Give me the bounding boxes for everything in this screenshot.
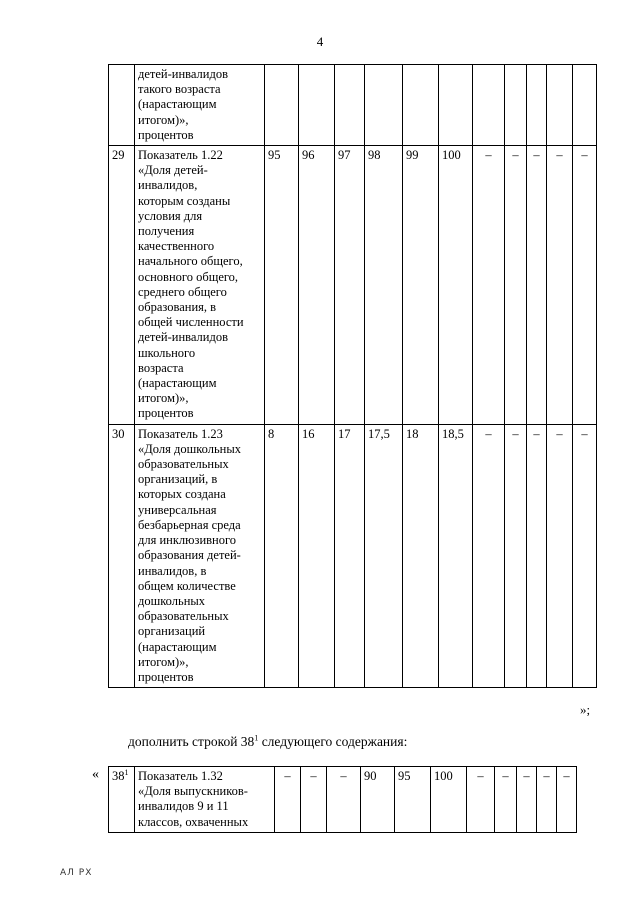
value-cell: – xyxy=(547,146,573,425)
row-number xyxy=(109,767,135,833)
value-cell xyxy=(365,65,403,146)
table-row xyxy=(109,146,597,425)
row-number-text: 38 xyxy=(112,769,125,783)
value-cell xyxy=(265,65,299,146)
value-cell: – xyxy=(473,146,505,425)
value-cell: 98 xyxy=(365,146,403,425)
value-cell: – xyxy=(527,146,547,425)
value-cell: – xyxy=(557,767,577,833)
value-cell: – xyxy=(505,424,527,687)
value-cell: – xyxy=(517,767,537,833)
table-row xyxy=(109,424,597,687)
value-cell: – xyxy=(573,424,597,687)
value-cell: – xyxy=(327,767,361,833)
value-cell: 18 xyxy=(403,424,439,687)
value-cell: 8 xyxy=(265,424,299,687)
instruction-superscript: 1 xyxy=(254,733,259,743)
value-cell xyxy=(335,65,365,146)
row-number-superscript: 1 xyxy=(124,767,129,777)
value-cell xyxy=(299,65,335,146)
value-cell: 95 xyxy=(395,767,431,833)
value-cell xyxy=(527,65,547,146)
instruction-suffix: следующего содержания: xyxy=(258,734,408,749)
value-cell xyxy=(505,65,527,146)
value-cell: 100 xyxy=(431,767,467,833)
value-cell xyxy=(403,65,439,146)
value-cell xyxy=(547,65,573,146)
indicators-table xyxy=(108,64,597,688)
value-cell: – xyxy=(505,146,527,425)
table-row xyxy=(109,767,577,833)
value-cell: 16 xyxy=(299,424,335,687)
indicator-description: Показатель 1.22 «Доля детей- инвалидов, которым созданы условия для получения качественного начального общего, основного общего, среднего общего образования, в общей численности детей-инвалидов школьного возраста (нарастающим итогом)», процентов xyxy=(135,146,265,425)
indicator-description: Показатель 1.23 «Доля дошкольных образовательных организаций, в которых создана универсальная безбарьерная среда для инклюзивного образования детей- инвалидов, в общем количестве дошкольных образовательных организаций (нарастающим итогом)», процентов xyxy=(135,424,265,687)
value-cell: 18,5 xyxy=(439,424,473,687)
page-number: 4 xyxy=(316,34,324,49)
value-cell: – xyxy=(473,424,505,687)
value-cell: – xyxy=(275,767,301,833)
value-cell: – xyxy=(301,767,327,833)
value-cell: 97 xyxy=(335,146,365,425)
opening-quote: « xyxy=(92,767,99,782)
value-cell: – xyxy=(573,146,597,425)
table-row xyxy=(109,65,597,146)
row-number: 30 xyxy=(109,424,135,687)
value-cell: – xyxy=(537,767,557,833)
closing-quote: »; xyxy=(580,702,591,717)
indicator-description: детей-инвалидов такого возраста (нарастающим итогом)», процентов xyxy=(135,65,265,146)
instruction-prefix: дополнить строкой 38 xyxy=(128,734,255,749)
value-cell: – xyxy=(547,424,573,687)
indicator-description: Показатель 1.32 «Доля выпускников- инвалидов 9 и 11 классов, охваченных xyxy=(135,767,275,833)
value-cell xyxy=(473,65,505,146)
value-cell xyxy=(573,65,597,146)
value-cell: 17 xyxy=(335,424,365,687)
footer-mark: АЛ РХ xyxy=(60,868,93,878)
row-number: 29 xyxy=(109,146,135,425)
value-cell: 90 xyxy=(361,767,395,833)
value-cell: 100 xyxy=(439,146,473,425)
value-cell: 17,5 xyxy=(365,424,403,687)
amendment-instruction xyxy=(128,734,407,750)
value-cell: 96 xyxy=(299,146,335,425)
value-cell: – xyxy=(467,767,495,833)
value-cell: 95 xyxy=(265,146,299,425)
value-cell: – xyxy=(495,767,517,833)
row-number xyxy=(109,65,135,146)
value-cell: – xyxy=(527,424,547,687)
value-cell xyxy=(439,65,473,146)
value-cell: 99 xyxy=(403,146,439,425)
new-row-table xyxy=(108,766,577,833)
